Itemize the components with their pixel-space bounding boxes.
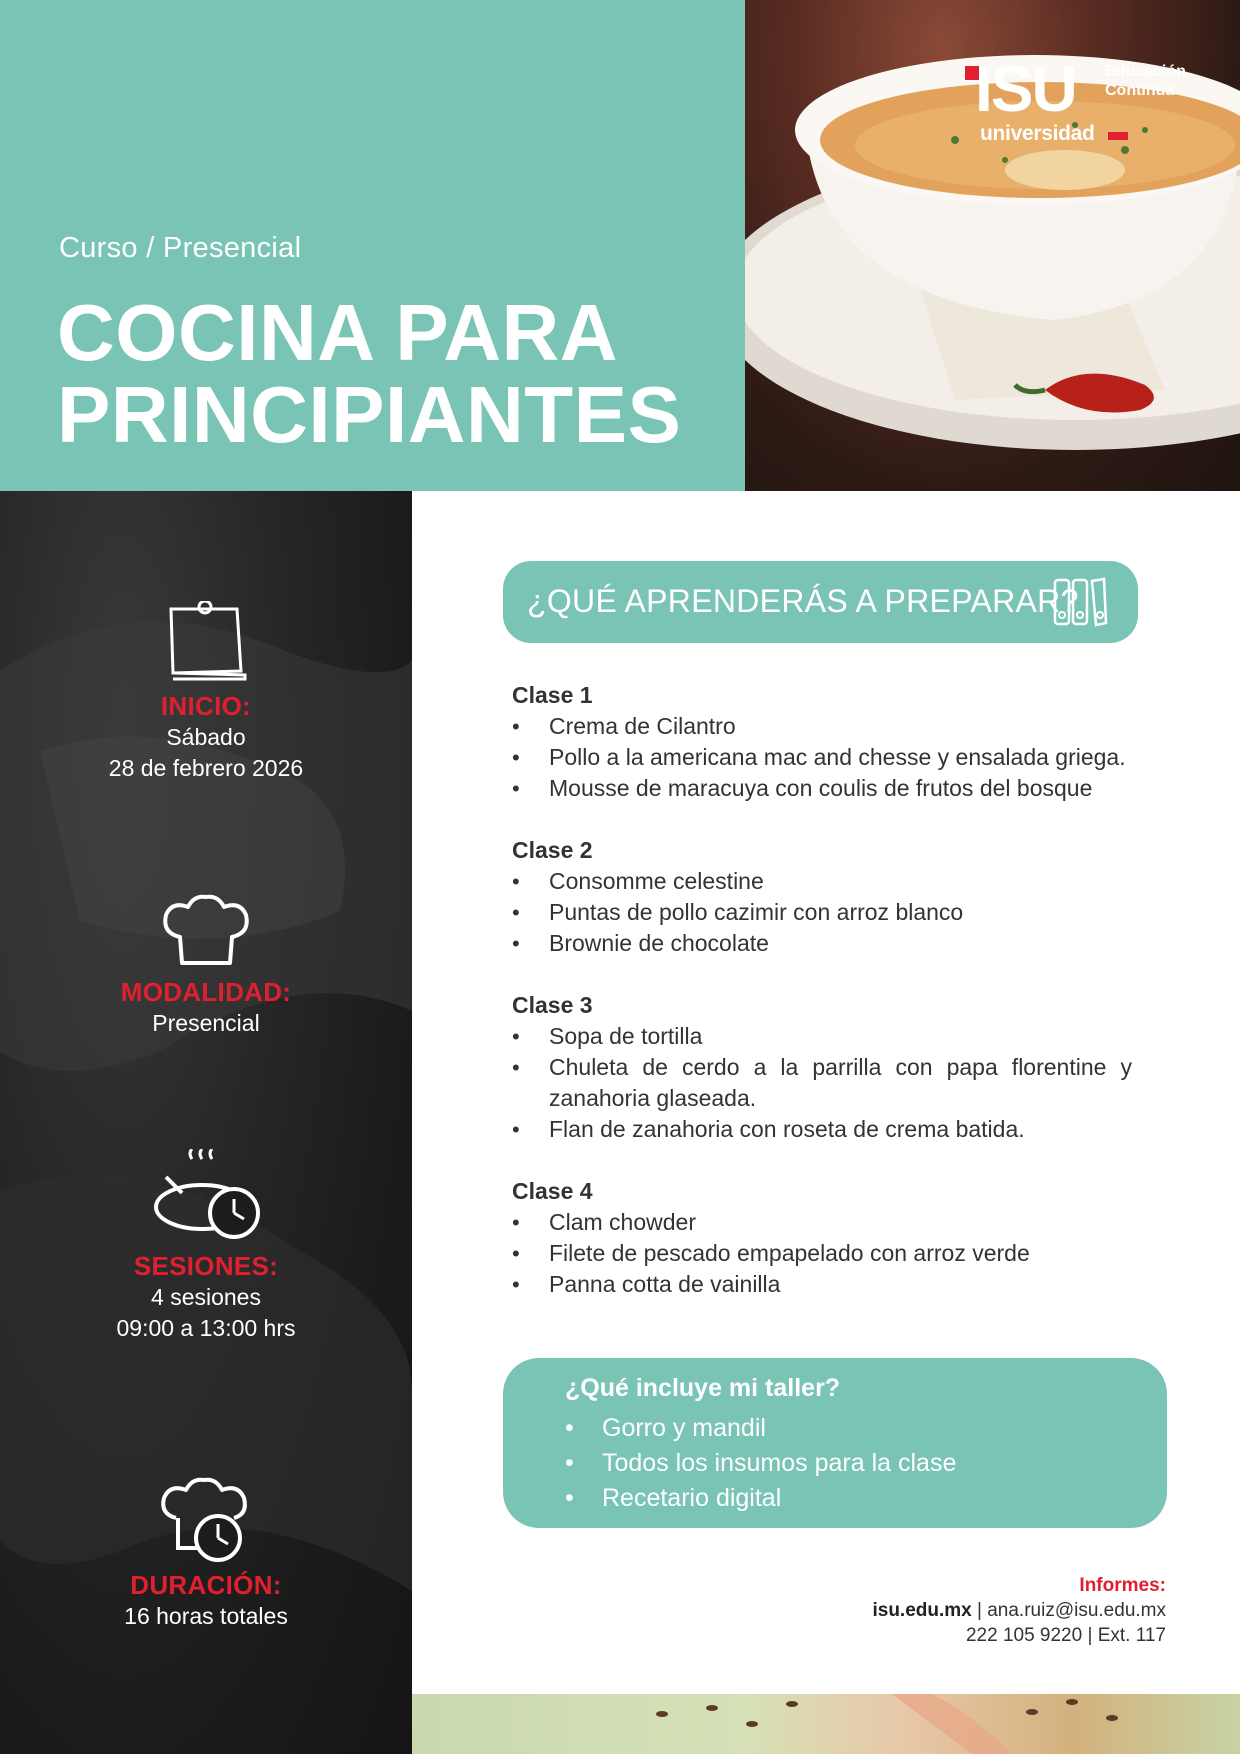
duracion-block bbox=[0, 1476, 412, 1632]
list-item: • Gorro y mandil bbox=[565, 1411, 956, 1446]
contact-line bbox=[872, 1598, 1166, 1623]
includes-box bbox=[503, 1358, 1167, 1528]
chef-hat-timer-icon bbox=[158, 1476, 254, 1562]
isu-logo bbox=[965, 53, 1195, 148]
list-item: • Flan de zanahoria con roseta de crema batida. bbox=[512, 1114, 1132, 1145]
calendar-icon bbox=[161, 601, 251, 683]
list-item: • Recetario digital bbox=[565, 1481, 956, 1516]
inicio-day: Sábado bbox=[166, 724, 246, 750]
logo-edu-line2: Continua bbox=[1105, 82, 1175, 99]
info-sidebar bbox=[0, 491, 412, 1754]
duracion-label: DURACIÓN: bbox=[130, 1570, 282, 1600]
sesiones-label: SESIONES: bbox=[133, 1251, 279, 1281]
course-title bbox=[57, 288, 682, 459]
class-4 bbox=[512, 1176, 1132, 1300]
list-item: • Brownie de chocolate bbox=[512, 928, 1132, 959]
website-link[interactable]: isu.edu.mx bbox=[872, 1600, 972, 1621]
inicio-label: INICIO: bbox=[160, 691, 252, 721]
learn-header-title: ¿QUÉ APRENDERÁS A PREPARAR? bbox=[527, 583, 1079, 619]
class-2 bbox=[512, 835, 1132, 959]
modalidad-value: Presencial bbox=[152, 1010, 260, 1036]
sesiones-hours: 09:00 a 13:00 hrs bbox=[116, 1315, 296, 1341]
contact-label: Informes: bbox=[1079, 1575, 1166, 1596]
list-item: • Crema de Cilantro bbox=[512, 711, 1132, 742]
includes-title: ¿Qué incluye mi taller? bbox=[565, 1374, 841, 1402]
chef-hat-icon bbox=[160, 893, 252, 969]
sesiones-block bbox=[0, 1149, 412, 1344]
class-title: Clase 3 bbox=[512, 992, 593, 1018]
list-item: • Consomme celestine bbox=[512, 866, 1132, 897]
class-list bbox=[512, 680, 1132, 1331]
list-item: • Mousse de maracuya con coulis de frutos del bosque bbox=[512, 773, 1132, 804]
list-item: • Pollo a la americana mac and chesse y ensalada griega. bbox=[512, 742, 1132, 773]
inicio-block bbox=[0, 601, 412, 784]
list-item: • Panna cotta de vainilla bbox=[512, 1269, 1132, 1300]
list-item: • Clam chowder bbox=[512, 1207, 1132, 1238]
dessert-photo bbox=[412, 1694, 1240, 1754]
contact-info bbox=[872, 1573, 1166, 1648]
inicio-date: 28 de febrero 2026 bbox=[108, 755, 304, 781]
logo-brand: ISU bbox=[975, 53, 1076, 125]
sesiones-count: 4 sesiones bbox=[151, 1284, 261, 1310]
class-title: Clase 2 bbox=[512, 837, 593, 863]
list-item: • Puntas de pollo cazimir con arroz blanco bbox=[512, 897, 1132, 928]
course-title-line2: PRINCIPIANTES bbox=[57, 370, 682, 459]
course-subtitle: Curso / Presencial bbox=[59, 232, 302, 264]
pan-timer-icon bbox=[150, 1149, 262, 1243]
duracion-value: 16 horas totales bbox=[124, 1603, 288, 1629]
separator: | bbox=[971, 1600, 988, 1621]
list-item: • Chuleta de cerdo a la parrilla con papa florentine y zanahoria glaseada. bbox=[512, 1052, 1132, 1114]
course-title-line1: COCINA PARA bbox=[57, 288, 619, 377]
logo-bar bbox=[1108, 132, 1128, 140]
logo-edu-line1: Educación bbox=[1105, 63, 1186, 80]
phone: 222 105 9220 | Ext. 117 bbox=[965, 1625, 1166, 1646]
list-item: • Sopa de tortilla bbox=[512, 1021, 1132, 1052]
list-item: • Filete de pescado empapelado con arroz verde bbox=[512, 1238, 1132, 1269]
class-3 bbox=[512, 990, 1132, 1145]
class-title: Clase 1 bbox=[512, 682, 593, 708]
class-title: Clase 4 bbox=[512, 1178, 593, 1204]
binders-icon bbox=[1052, 577, 1108, 627]
class-1 bbox=[512, 680, 1132, 804]
modalidad-label: MODALIDAD: bbox=[120, 977, 292, 1007]
list-item: • Todos los insumos para la clase bbox=[565, 1446, 956, 1481]
hero-banner bbox=[0, 0, 745, 491]
email-link[interactable]: ana.ruiz@isu.edu.mx bbox=[987, 1600, 1166, 1621]
logo-edu bbox=[1105, 62, 1186, 100]
modalidad-block bbox=[0, 893, 412, 1039]
learn-header bbox=[503, 561, 1138, 643]
logo-sub: universidad bbox=[980, 122, 1095, 145]
